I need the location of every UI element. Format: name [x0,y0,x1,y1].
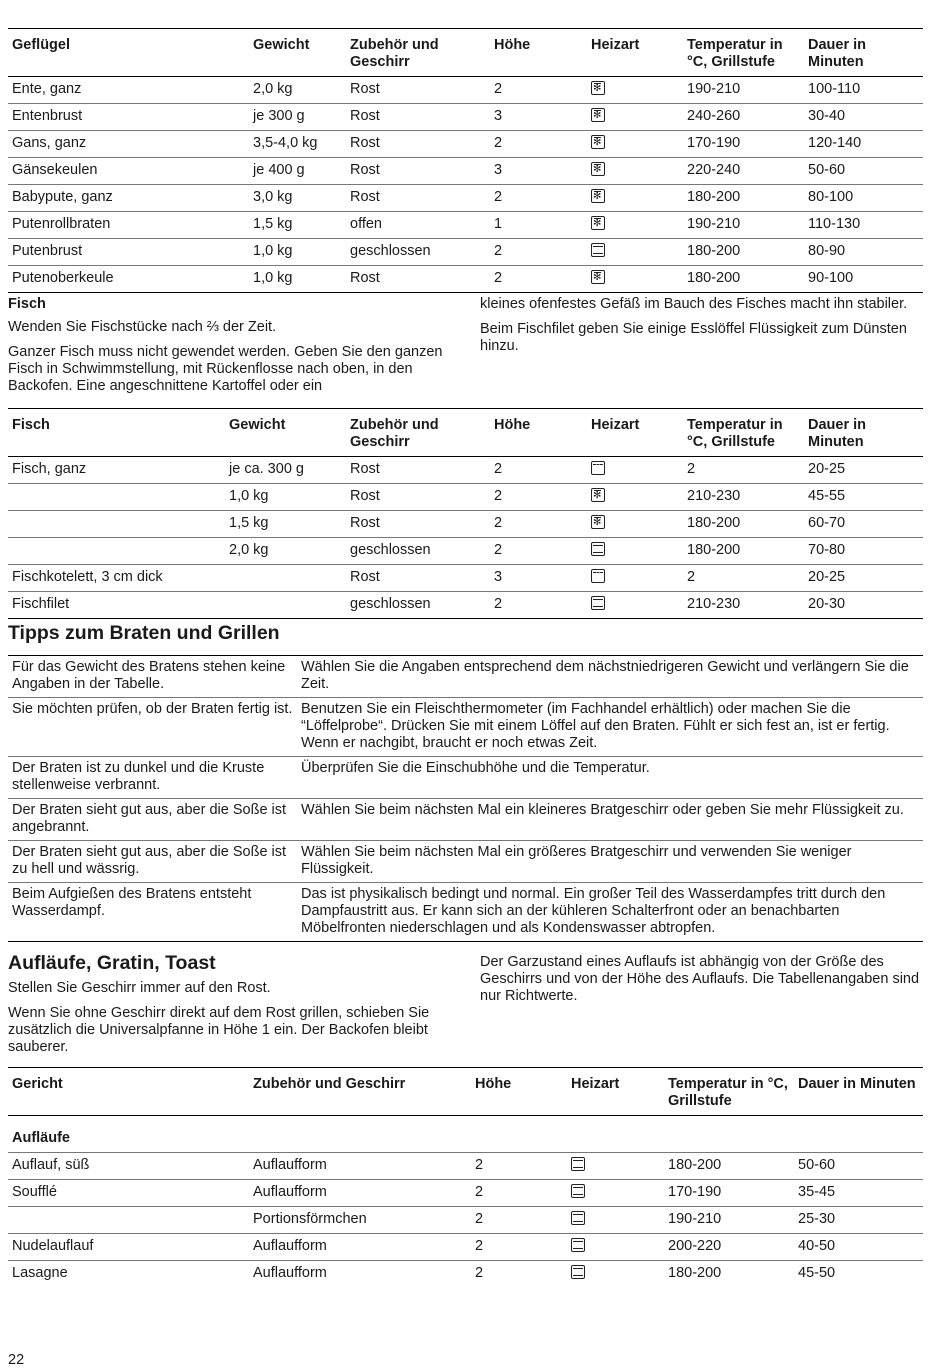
gewicht-cell: 2,0 kg [253,81,293,97]
zubehoer-cell: Auflaufform [253,1157,327,1173]
hoehe-cell: 3 [494,108,503,124]
name-cell: Putenrollbraten [12,216,111,232]
name-cell: Babypute, ganz [12,189,113,205]
table-row [8,266,923,293]
heizart-cell [567,1180,664,1207]
tipp-loesung: Wählen Sie beim nächsten Mal ein kleineres Bratgeschirr oder geben Sie mehr Flüssigkeit zu. [301,802,904,818]
name-cell: Nudelauflauf [12,1238,94,1254]
zubehoer-cell: Rost [350,515,380,531]
gewicht-cell: je 300 g [253,108,305,124]
dauer-cell: 110-130 [808,216,861,232]
gefluegel-table [8,28,923,293]
name-cell: Lasagne [12,1265,68,1281]
umluft-grill-icon [591,515,605,529]
name-cell: Fisch, ganz [12,461,87,477]
grill-icon [591,569,605,583]
name-cell: Soufflé [12,1184,57,1200]
group-label: Aufläufe [12,1130,70,1146]
tipps-section [8,622,923,644]
heizart-cell [587,457,683,484]
gewicht-cell [225,565,346,592]
zubehoer-cell: Rost [350,108,380,124]
name-cell: Gänsekeulen [12,162,98,178]
table-row [8,1153,923,1180]
tipp-row [8,757,923,799]
table-row [8,1180,923,1207]
dauer-cell: 70-80 [808,542,846,558]
dauer-cell: 35-45 [798,1184,836,1200]
zubehoer-cell: Rost [350,135,380,151]
ober-unterhitze-icon [571,1211,585,1225]
zubehoer-cell: Rost [350,162,380,178]
page-number: 22 [8,1352,25,1368]
heizart-cell [567,1153,664,1180]
heizart-cell [587,212,683,239]
column-header: Höhe [494,417,531,433]
temp-cell: 2 [687,569,696,585]
name-cell [8,511,225,538]
umluft-grill-icon [591,189,605,203]
temp-cell: 170-190 [687,135,741,151]
name-cell [8,538,225,565]
tipp-row [8,698,923,757]
table-header-row [8,409,923,457]
dauer-cell: 45-55 [808,488,846,504]
temp-cell: 190-210 [687,81,741,97]
temp-cell: 180-200 [687,542,741,558]
hoehe-cell: 3 [494,162,503,178]
column-header: Heizart [571,1076,620,1092]
hoehe-cell: 2 [494,515,503,531]
temp-cell: 190-210 [668,1211,722,1227]
dauer-cell: 90-100 [808,270,854,286]
auflauf-table [8,1067,923,1287]
gefluegel-table-block [8,28,923,293]
dauer-cell: 30-40 [808,108,846,124]
dauer-cell: 20-30 [808,596,846,612]
tipp-loesung: Wählen Sie beim nächsten Mal ein größeres Bratgeschirr und verwenden Sie weniger Flüssigkeit. [301,844,852,877]
column-header: Temperatur in °C, Grillstufe [668,1076,788,1109]
table-row [8,1234,923,1261]
table-row [8,592,923,619]
tipp-row [8,656,923,698]
column-header: Zubehör und Geschirr [350,417,439,450]
tipp-loesung: Wählen Sie die Angaben entsprechend dem nächstniedrigeren Gewicht und verlängern Sie die Zeit. [301,659,909,692]
gewicht-cell [225,592,346,619]
zubehoer-cell: Rost [350,569,380,585]
heizart-cell [587,511,683,538]
hoehe-cell: 2 [494,596,503,612]
gewicht-cell: 3,5-4,0 kg [253,135,318,151]
fisch-table-block [8,408,923,619]
hoehe-cell: 2 [475,1184,484,1200]
tipp-problem: Der Braten ist zu dunkel und die Kruste stellenweise verbrannt. [12,760,265,793]
column-header: Dauer in Minuten [798,1076,916,1092]
ober-unterhitze-icon [591,243,605,257]
hoehe-cell: 2 [494,488,503,504]
temp-cell: 210-230 [687,488,741,504]
auflauf-intro-left [8,952,448,1064]
table-row [8,158,923,185]
fisch-heading: Fisch [8,296,46,312]
hoehe-cell: 2 [494,189,503,205]
fisch-paragraph: Ganzer Fisch muss nicht gewendet werden. Geben Sie den ganzen Fisch in Schwimmstellung, mit Rückenflosse nach oben, in den Backofen. Eine angeschnittene Kartoffel oder ein [8,344,443,394]
tipp-row [8,841,923,883]
tipp-loesung: Das ist physikalisch bedingt und normal. Ein großer Teil des Wasserdampfes tritt durch den Dampfaustritt aus. Er kann sich an der kühleren Schalterfront oder an benachbarten Möbelfronten niederschlagen und als Kondenswasser abtropfen. [301,886,886,936]
column-header: Heizart [591,417,640,433]
gewicht-cell: je ca. 300 g [229,461,304,477]
heizart-cell [587,131,683,158]
heizart-cell [567,1207,664,1234]
name-cell: Auflauf, süß [12,1157,90,1173]
temp-cell: 210-230 [687,596,741,612]
umluft-grill-icon [591,81,605,95]
temp-cell: 180-200 [668,1265,722,1281]
tipp-problem: Sie möchten prüfen, ob der Braten fertig ist. [12,701,293,717]
name-cell: Gans, ganz [12,135,87,151]
ober-unterhitze-icon [571,1238,585,1252]
tipp-row [8,883,923,942]
dauer-cell: 80-90 [808,243,846,259]
column-header: Geflügel [12,37,71,53]
hoehe-cell: 2 [475,1238,484,1254]
column-header: Heizart [591,37,640,53]
dauer-cell: 20-25 [808,569,846,585]
column-header: Gewicht [229,417,286,433]
temp-cell: 240-260 [687,108,741,124]
gewicht-cell: 1,5 kg [253,216,293,232]
table-row [8,484,923,511]
column-header: Temperatur in °C, Grillstufe [687,37,783,70]
hoehe-cell: 3 [494,569,503,585]
fisch-paragraph: Beim Fischfilet geben Sie einige Esslöffel Flüssigkeit zum Dünsten hinzu. [480,321,907,354]
column-header: Zubehör und Geschirr [350,37,439,70]
column-header: Temperatur in °C, Grillstufe [687,417,783,450]
zubehoer-cell: Rost [350,81,380,97]
fisch-table [8,408,923,619]
dauer-cell: 50-60 [808,162,846,178]
zubehoer-cell: Rost [350,189,380,205]
auflauf-table-block [8,1067,923,1287]
temp-cell: 180-200 [687,515,741,531]
temp-cell: 170-190 [668,1184,722,1200]
umluft-grill-icon [591,488,605,502]
name-cell: Putenoberkeule [12,270,114,286]
temp-cell: 180-200 [687,270,741,286]
dauer-cell: 25-30 [798,1211,836,1227]
tipp-problem: Für das Gewicht des Bratens stehen keine Angaben in der Tabelle. [12,659,286,692]
dauer-cell: 40-50 [798,1238,836,1254]
hoehe-cell: 2 [494,135,503,151]
table-row [8,1261,923,1288]
column-header: Höhe [494,37,531,53]
temp-cell: 180-200 [687,243,741,259]
gewicht-cell: 1,0 kg [253,243,293,259]
tipp-loesung: Überprüfen Sie die Einschubhöhe und die Temperatur. [301,760,650,776]
tipp-problem: Der Braten sieht gut aus, aber die Soße ist angebrannt. [12,802,287,835]
heizart-cell [587,484,683,511]
table-row [8,511,923,538]
hoehe-cell: 2 [494,461,503,477]
heizart-cell [587,538,683,565]
temp-cell: 2 [687,461,696,477]
heizart-cell [567,1234,664,1261]
hoehe-cell: 2 [494,243,503,259]
table-row [8,1207,923,1234]
heizart-cell [587,104,683,131]
temp-cell: 220-240 [687,162,741,178]
auflauf-paragraph: Wenn Sie ohne Geschirr direkt auf dem Rost grillen, schieben Sie zusätzlich die Universalpfanne in Höhe 1 ein. Der Backofen bleibt sauberer. [8,1005,430,1055]
heizart-cell [587,77,683,104]
dauer-cell: 20-25 [808,461,846,477]
group-row [8,1116,923,1153]
gewicht-cell: 1,5 kg [229,515,269,531]
column-header: Dauer in Minuten [808,37,867,70]
heizart-cell [567,1261,664,1288]
name-cell: Ente, ganz [12,81,82,97]
umluft-grill-icon [591,270,605,284]
hoehe-cell: 2 [494,270,503,286]
tipp-loesung: Benutzen Sie ein Fleischthermometer (im Fachhandel erhältlich) oder machen Sie die “Löffelprobe“. Drücken Sie mit einem Löffel auf den Braten. Fühlt er sich fest an, ist er fertig. Wenn er nachgibt, braucht er noch etwas Zeit. [301,701,890,751]
column-header: Gewicht [253,37,310,53]
gewicht-cell: 1,0 kg [229,488,269,504]
heizart-cell [587,158,683,185]
zubehoer-cell: Rost [350,461,380,477]
table-header-row [8,29,923,77]
column-header: Dauer in Minuten [808,417,867,450]
dauer-cell: 100-110 [808,81,861,97]
name-cell: Fischfilet [12,596,70,612]
auflauf-heading: Aufläufe, Gratin, Toast [8,952,216,974]
hoehe-cell: 2 [475,1211,484,1227]
column-header: Gericht [12,1076,63,1092]
zubehoer-cell: Auflaufform [253,1265,327,1281]
zubehoer-cell: Rost [350,488,380,504]
auflauf-intro-right [480,954,920,1013]
dauer-cell: 120-140 [808,135,862,151]
tipps-heading: Tipps zum Braten und Grillen [8,622,280,644]
gewicht-cell: 2,0 kg [229,542,269,558]
ober-unterhitze-icon [571,1157,585,1171]
gewicht-cell: je 400 g [253,162,305,178]
dauer-cell: 50-60 [798,1157,836,1173]
table-row [8,212,923,239]
umluft-grill-icon [591,135,605,149]
tipps-table-block [8,655,923,942]
fisch-intro-left [8,296,448,403]
tipp-problem: Beim Aufgießen des Bratens entsteht Wasserdampf. [12,886,252,919]
heizart-cell [587,239,683,266]
hoehe-cell: 2 [475,1265,484,1281]
table-row [8,77,923,104]
tipps-table [8,655,923,942]
fisch-intro-right [480,296,920,363]
hoehe-cell: 2 [494,81,503,97]
table-row [8,131,923,158]
gewicht-cell: 3,0 kg [253,189,293,205]
heizart-cell [587,592,683,619]
tipp-problem: Der Braten sieht gut aus, aber die Soße ist zu hell und wässrig. [12,844,287,877]
dauer-cell: 45-50 [798,1265,836,1281]
fisch-paragraph: Wenden Sie Fischstücke nach ⅔ der Zeit. [8,319,277,335]
zubehoer-cell: Auflaufform [253,1238,327,1254]
auflauf-paragraph: Stellen Sie Geschirr immer auf den Rost. [8,980,271,996]
table-row [8,185,923,212]
tipp-row [8,799,923,841]
auflauf-paragraph: Der Garzustand eines Auflaufs ist abhängig von der Größe des Geschirrs und von der Höhe des Auflaufs. Die Tabellenangaben sind nur Richtwerte. [480,954,920,1004]
ober-unterhitze-icon [571,1265,585,1279]
column-header: Fisch [12,417,50,433]
table-row [8,104,923,131]
zubehoer-cell: Auflaufform [253,1184,327,1200]
temp-cell: 190-210 [687,216,741,232]
ober-unterhitze-icon [591,596,605,610]
ober-unterhitze-icon [571,1184,585,1198]
fisch-paragraph: kleines ofenfestes Gefäß im Bauch des Fisches macht ihn stabiler. [480,296,908,312]
table-row [8,565,923,592]
dauer-cell: 60-70 [808,515,846,531]
temp-cell: 180-200 [668,1157,722,1173]
gewicht-cell: 1,0 kg [253,270,293,286]
zubehoer-cell: geschlossen [350,596,431,612]
umluft-grill-icon [591,108,605,122]
heizart-cell [587,565,683,592]
dauer-cell: 80-100 [808,189,854,205]
name-cell [8,484,225,511]
zubehoer-cell: geschlossen [350,243,431,259]
table-row [8,538,923,565]
zubehoer-cell: Portionsförmchen [253,1211,367,1227]
heizart-cell [587,266,683,293]
zubehoer-cell: geschlossen [350,542,431,558]
zubehoer-cell: Rost [350,270,380,286]
hoehe-cell: 2 [475,1157,484,1173]
heizart-cell [587,185,683,212]
name-cell: Fischkotelett, 3 cm dick [12,569,163,585]
table-row [8,457,923,484]
column-header: Höhe [475,1076,512,1092]
table-row [8,239,923,266]
table-header-row [8,1068,923,1116]
name-cell: Entenbrust [12,108,83,124]
hoehe-cell: 2 [494,542,503,558]
temp-cell: 200-220 [668,1238,722,1254]
name-cell [8,1207,249,1234]
umluft-grill-icon [591,162,605,176]
name-cell: Putenbrust [12,243,83,259]
hoehe-cell: 1 [494,216,503,232]
temp-cell: 180-200 [687,189,741,205]
umluft-grill-icon [591,216,605,230]
zubehoer-cell: offen [350,216,382,232]
grill-icon [591,461,605,475]
column-header: Zubehör und Geschirr [253,1076,406,1092]
ober-unterhitze-icon [591,542,605,556]
